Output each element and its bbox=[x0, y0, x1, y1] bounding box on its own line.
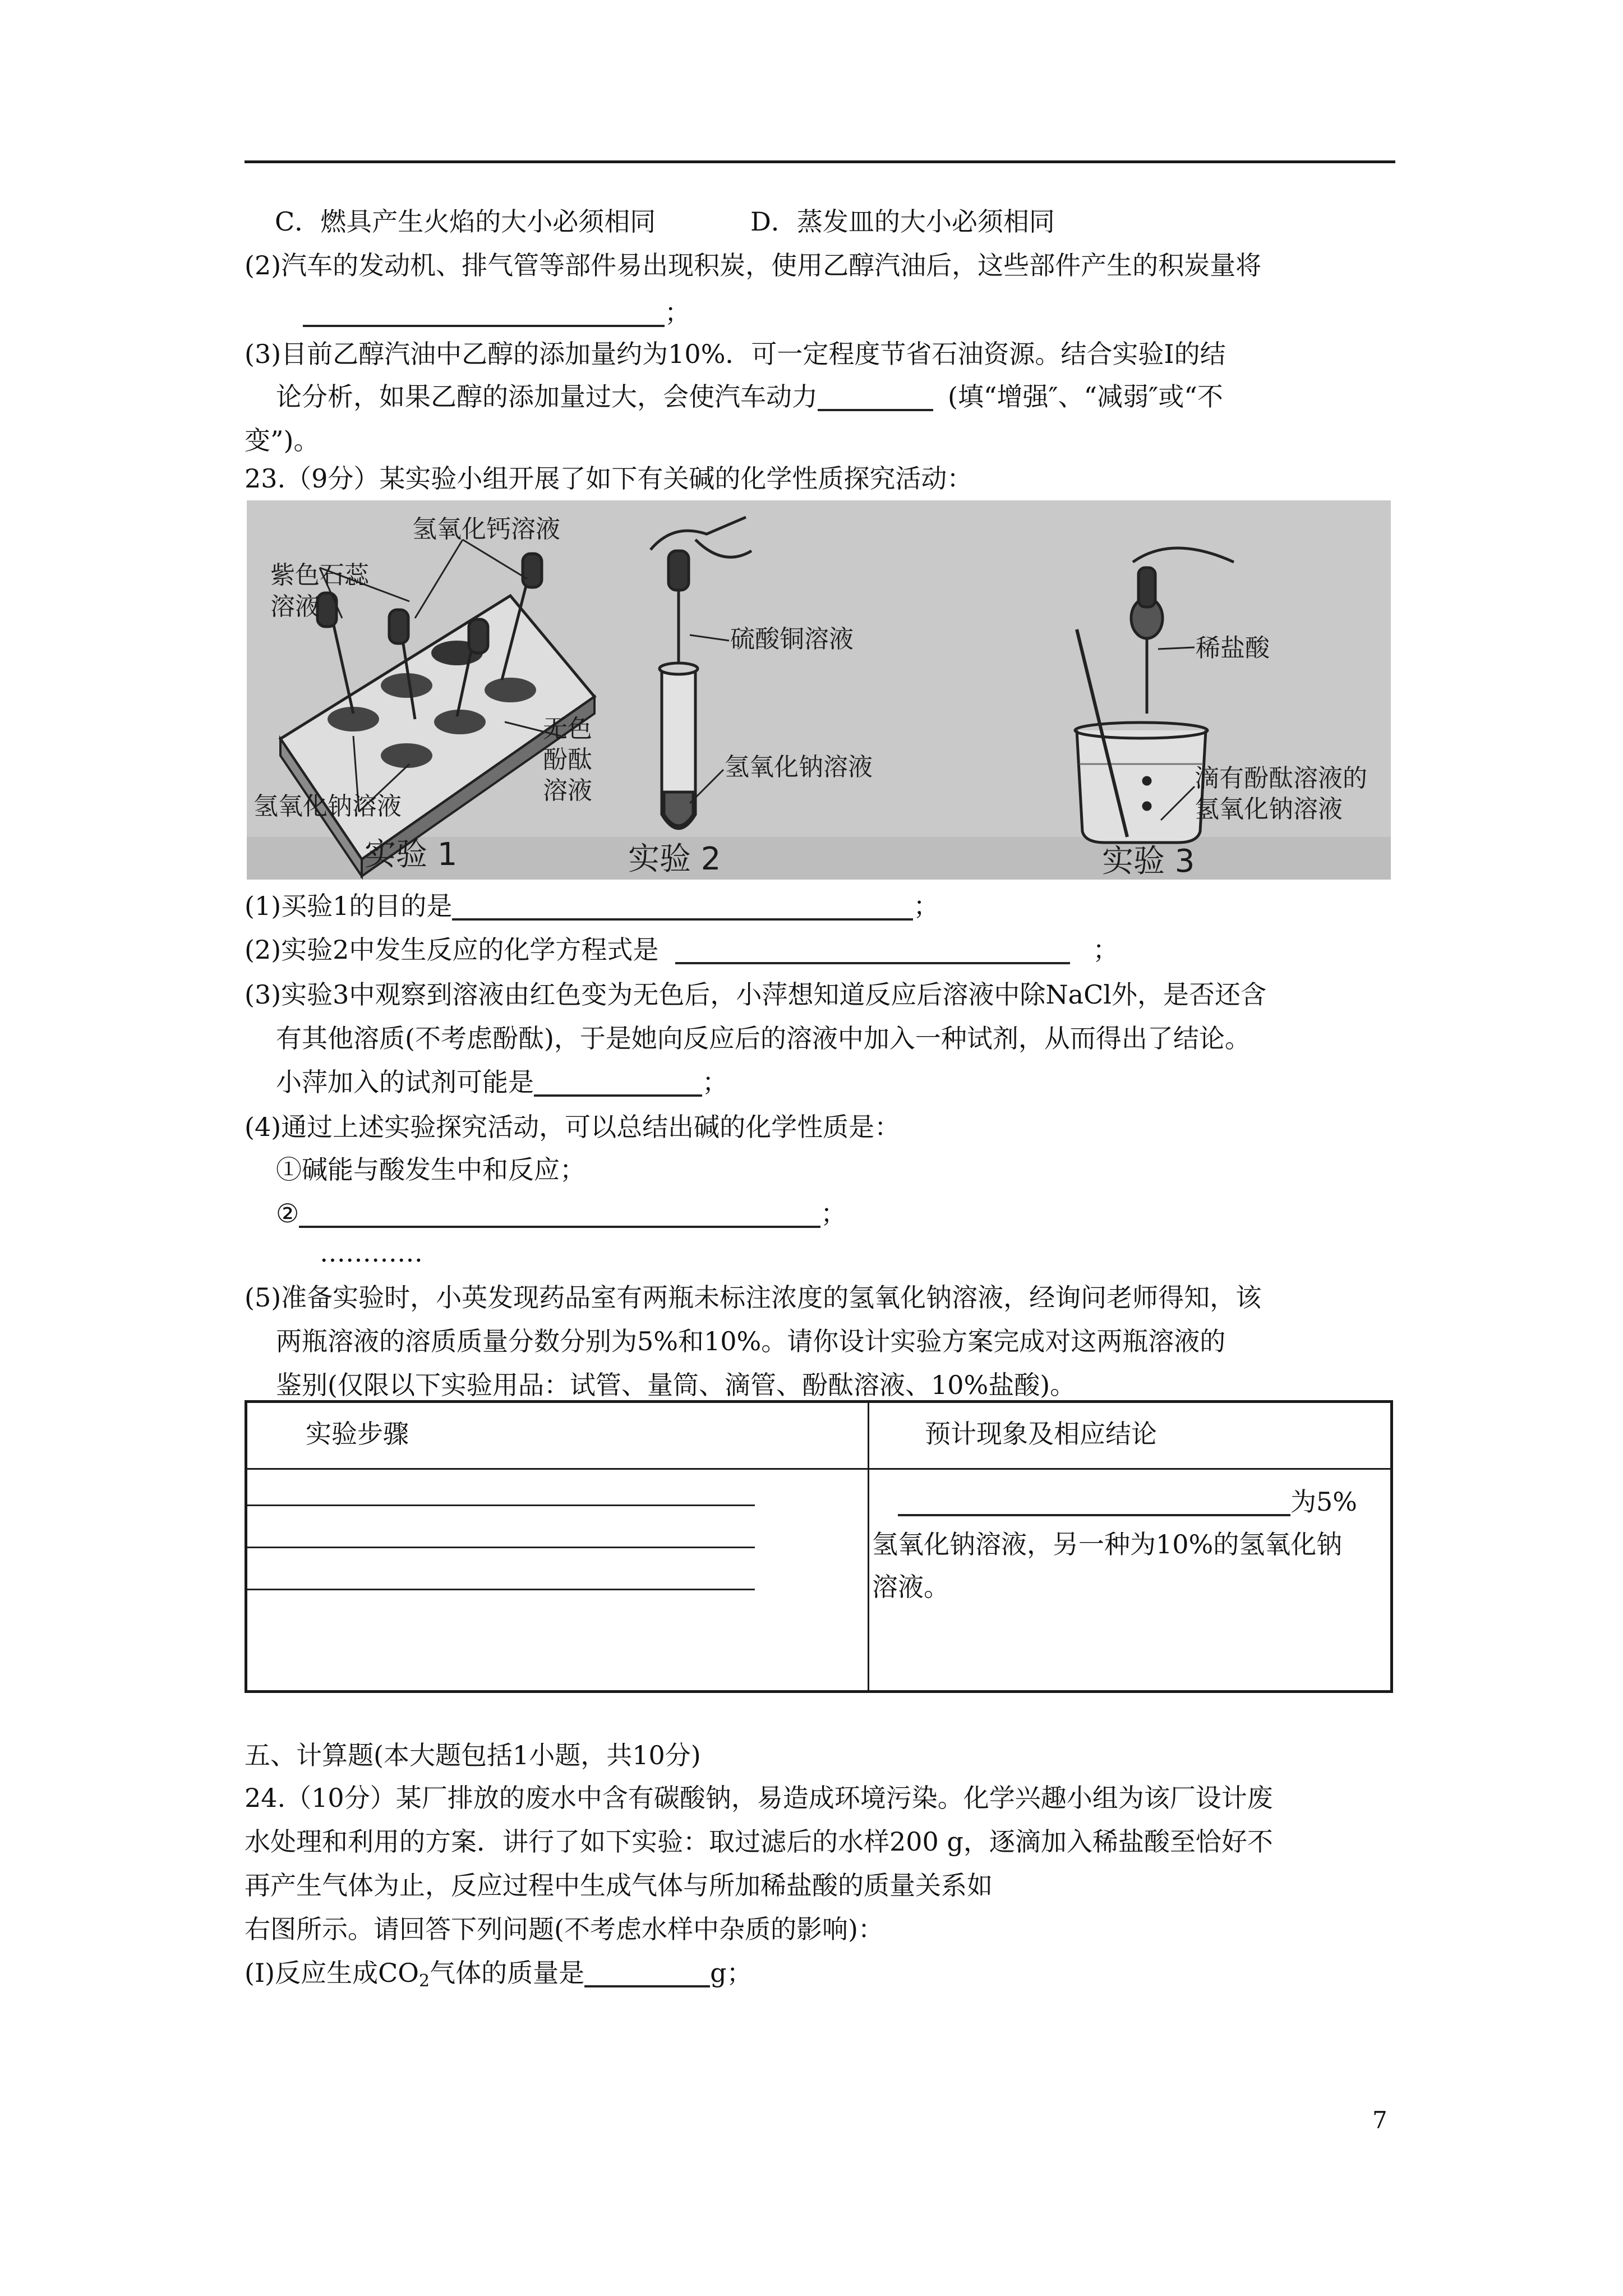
question-23-title: 23.（9分）某实验小组开展了如下有关碱的化学性质探究活动： bbox=[245, 463, 973, 494]
question-22-3-end: 变”)。 bbox=[245, 425, 320, 455]
question-23-5-cont: 两瓶溶液的溶质质量分数分别为5%和10%。请你设计实验方案完成对这两瓶溶液的 bbox=[276, 1326, 1226, 1356]
answer-blank[interactable] bbox=[584, 1958, 710, 1987]
beaker-icon bbox=[1075, 723, 1207, 843]
question-23-5: (5)准备实验时，小英发现药品室有两瓶未标注浓度的氢氧化钠溶液，经询问老师得知，该 bbox=[245, 1282, 1262, 1313]
caption-experiment-3: 实验 3 bbox=[1102, 843, 1195, 880]
question-22-2: (2)汽车的发动机、排气管等部件易出现积炭，使用乙醇汽油后，这些部件产生的积炭量将 bbox=[245, 250, 1262, 280]
caption-experiment-1: 实验 1 bbox=[365, 836, 458, 873]
answer-blank[interactable] bbox=[898, 1487, 1290, 1516]
header-experiment-steps: 实验步骤 bbox=[306, 1419, 409, 1449]
question-22-3-cont: 论分析，如果乙醇的添加量过大，会使汽车动力 (填“增强″、“减弱″或“不 bbox=[276, 381, 1223, 412]
question-24-cont-3: 右图所示。请回答下列问题(不考虑水样中杂质的影响)： bbox=[245, 1914, 884, 1944]
page-number: 7 bbox=[1372, 2106, 1387, 2134]
step-blank-line[interactable] bbox=[247, 1504, 755, 1506]
result-line-1: 为5% bbox=[872, 1480, 1388, 1523]
question-24-1: (Ⅰ)反应生成$CO_2$气体的质量是 g； bbox=[245, 1958, 753, 1991]
result-text bbox=[872, 1480, 1388, 1608]
label-phenolphthalein-2: 酚酞 bbox=[543, 746, 592, 774]
caption-experiment-2: 实验 2 bbox=[628, 841, 721, 877]
label-litmus: 紫色石蕊 bbox=[270, 561, 369, 590]
label-calcium-hydroxide: 氢氧化钙溶液 bbox=[412, 515, 560, 544]
answer-blank[interactable] bbox=[534, 1068, 702, 1097]
answer-table bbox=[245, 1400, 1393, 1693]
question-24-cont-2: 再产生气体为止，反应过程中生成气体与所加稀盐酸的质量关系如 bbox=[245, 1870, 993, 1901]
question-23-3-cont: 有其他溶质(不考虑酚酞)，于是她向反应后的溶液中加入一种试剂，从而得出了结论。 bbox=[276, 1023, 1251, 1053]
label-phenol-naoh-2: 氢氧化钠溶液 bbox=[1195, 795, 1343, 823]
label-phenolphthalein-3: 溶液 bbox=[543, 776, 592, 805]
label-phenol-naoh-1: 滴有酚酞溶液的 bbox=[1195, 764, 1367, 793]
section-5-title: 五、计算题(本大题包括1小题，共10分) bbox=[245, 1740, 701, 1770]
answer-line-22-2: ； bbox=[303, 294, 690, 331]
option-c: C．燃具产生火焰的大小必须相同 bbox=[275, 206, 656, 237]
step-blank-line[interactable] bbox=[247, 1547, 755, 1548]
table-column-divider bbox=[868, 1403, 869, 1690]
header-expected-results: 预计现象及相应结论 bbox=[925, 1419, 1157, 1449]
table-header-divider bbox=[247, 1468, 1390, 1470]
answer-blank[interactable] bbox=[452, 891, 913, 921]
question-23-4-item1: ①碱能与酸发生中和反应； bbox=[276, 1154, 585, 1185]
answer-blank[interactable] bbox=[303, 298, 665, 327]
label-sodium-hydroxide-1: 氢氧化钠溶液 bbox=[253, 792, 402, 821]
question-23-1: (1)买验1的目的是 ； bbox=[245, 891, 939, 921]
question-23-3-end: 小萍加入的试剂可能是 ； bbox=[276, 1067, 728, 1097]
question-22-3: (3)目前乙醇汽油中乙醇的添加量约为10%．可一定程度节省石油资源。结合实验Ⅰ的结 bbox=[245, 339, 1226, 369]
label-litmus-2: 溶液 bbox=[270, 592, 320, 621]
question-23-4-ellipsis: ………… bbox=[320, 1237, 423, 1268]
question-23-4: (4)通过上述实验探究活动，可以总结出碱的化学性质是： bbox=[245, 1112, 901, 1142]
test-tube-icon bbox=[660, 663, 698, 829]
result-line-3: 溶液。 bbox=[872, 1572, 949, 1602]
question-24: 24.（10分）某厂排放的废水中含有碳酸钠，易造成环境污染。化学兴趣小组为该厂设计废 bbox=[245, 1783, 1273, 1813]
label-copper-sulfate: 硫酸铜溶液 bbox=[730, 625, 854, 654]
result-line-2: 氢氧化钠溶液，另一种为10%的氢氧化钠 bbox=[872, 1529, 1343, 1559]
question-24-cont-1: 水处理和利用的方案．讲行了如下实验：取过滤后的水样200 g，逐滴加入稀盐酸至恰好不 bbox=[245, 1826, 1273, 1857]
experiment-figure bbox=[247, 500, 1391, 880]
answer-blank[interactable] bbox=[818, 382, 933, 411]
question-23-3: (3)实验3中观察到溶液由红色变为无色后，小萍想知道反应后溶液中除NaCl外，是否还含 bbox=[245, 979, 1267, 1010]
label-phenolphthalein-1: 无色 bbox=[543, 715, 592, 743]
step-blank-line[interactable] bbox=[247, 1589, 755, 1590]
answer-blank[interactable] bbox=[299, 1199, 820, 1228]
question-23-4-item2: ② ； bbox=[276, 1198, 847, 1228]
question-23-2: (2)实验2中发生反应的化学方程式是 ； bbox=[245, 935, 1119, 965]
header-rule bbox=[245, 160, 1395, 163]
answer-blank[interactable] bbox=[675, 935, 1070, 964]
label-sodium-hydroxide-2: 氢氧化钠溶液 bbox=[725, 753, 873, 781]
option-d: D．蒸发皿的大小必须相同 bbox=[750, 206, 1055, 237]
label-dilute-hcl: 稀盐酸 bbox=[1196, 634, 1270, 662]
question-23-5-end: 鉴别(仅限以下实验用品：试管、量筒、滴管、酚酞溶液、10%盐酸)。 bbox=[276, 1370, 1076, 1400]
